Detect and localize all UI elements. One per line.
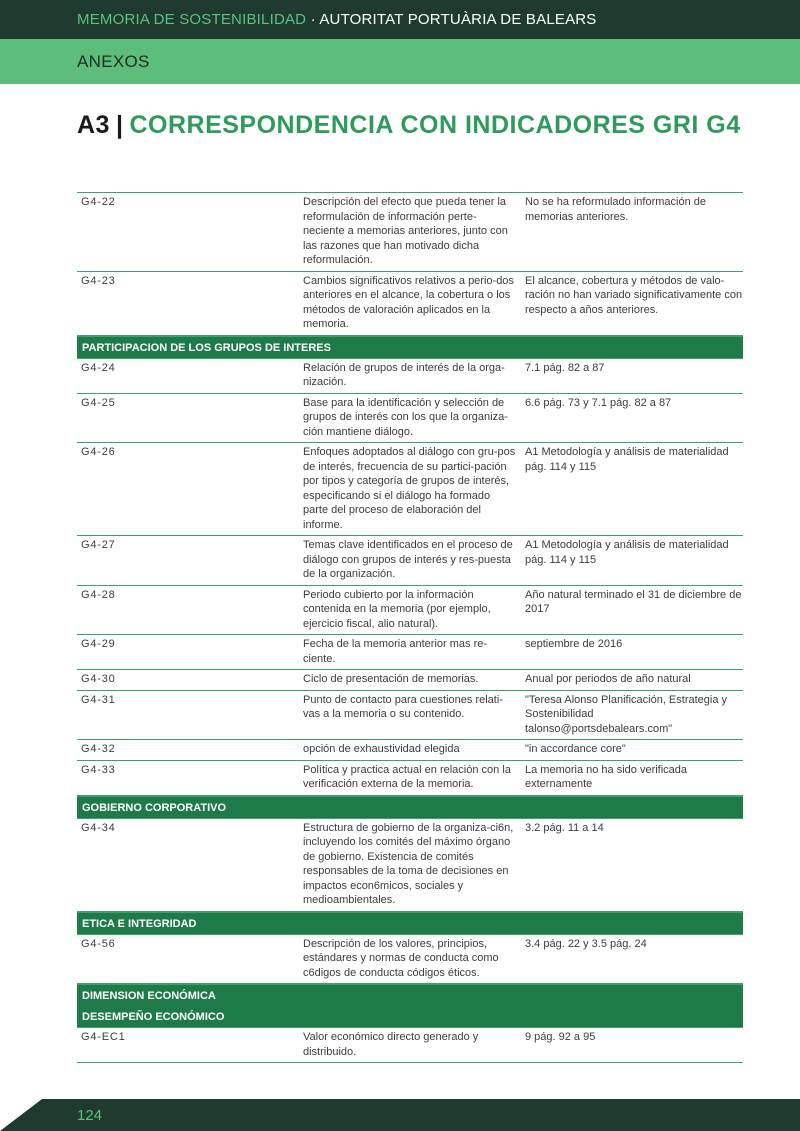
indicator-reference: No se ha reformulado información de memorias anteriores. <box>525 196 706 223</box>
indicator-description: Descripción de los valores, principios, estándares y normas de conducta como c6digos de conducta códigos éticos. <box>303 937 499 979</box>
indicator-code: G4-29 <box>81 638 116 650</box>
indicator-description: Relación de grupos de interés de la orga-nización. <box>303 361 505 388</box>
rows-group-economica <box>77 1027 743 1063</box>
rows-group-general <box>77 192 743 336</box>
title-code: A3 <box>77 111 110 139</box>
table-row <box>77 585 743 635</box>
organization-name: AUTORITAT PORTUÀRIA DE BALEARS <box>319 11 597 28</box>
indicator-code: G4-28 <box>81 588 116 601</box>
indicator-description: Enfoques adoptados al diálogo con gru-pos de interés, frecuencia de su partici-pación por tipos y categoría de grupos de interés, especificando si el diálogo ha formado parte del proceso de elaboración del informe. <box>303 446 516 531</box>
indicator-reference: 9 pág. 92 a 95 <box>525 1031 596 1043</box>
indicator-reference: A1 Metodología y análisis de materialidad pág. 114 y 115 <box>525 539 729 566</box>
table-row <box>77 271 743 336</box>
indicator-description: Estructura de gobierno de la organiza-ci6n, incluyendo los comités del máximo órgano de gobierno. Existencia de comités responsables de la toma de decisiones en impactos econ6micos, sociales y medioambientales. <box>303 821 514 906</box>
table-row <box>77 192 743 271</box>
report-name: MEMORIA DE SOSTENIBILIDAD <box>77 11 307 28</box>
title-text: CORRESPONDENCIA CON INDICADORES GRI G4 <box>129 111 741 139</box>
section-bar <box>0 39 800 84</box>
table-row <box>77 393 743 443</box>
indicator-code: G4-23 <box>81 274 116 287</box>
table-row <box>77 934 743 985</box>
title-separator: | <box>115 111 124 139</box>
indicator-reference: 3.2 pág. 11 a 14 <box>525 821 604 834</box>
section-economica-line1: DIMENSION ECONÓMICA <box>82 990 216 1002</box>
section-header-gobierno: GOBIERNO CORPORATIVO <box>77 796 743 818</box>
section-economica-line2: DESEMPEÑO ECONÓMICO <box>82 1011 225 1023</box>
table-row <box>77 669 743 690</box>
table-row <box>77 358 743 393</box>
page-number: 124 <box>77 1107 103 1124</box>
indicator-reference: septiembre de 2016 <box>525 638 623 650</box>
indicator-description: Política y practica actual en relación con la verificación externa de la memoria. <box>303 763 511 790</box>
table-row <box>77 760 743 796</box>
gri-table <box>77 192 743 1063</box>
indicator-code: G4-34 <box>81 821 116 834</box>
table-row <box>77 442 743 535</box>
indicator-code: G4-31 <box>81 693 116 706</box>
indicator-code: G4-25 <box>81 396 116 409</box>
indicator-description: Temas clave identificados en el proceso de diálogo con grupos de interés y res-puesta de la organización. <box>303 539 513 580</box>
indicator-reference: 3.4 pág. 22 y 3.5 pág. 24 <box>525 937 647 950</box>
table-row <box>77 690 743 740</box>
header-text <box>77 11 597 28</box>
footer-corner-wedge <box>0 1099 42 1131</box>
indicator-description: Punto de contacto para cuestiones relati-vas a la memoria o su contenido. <box>303 693 503 720</box>
table-row <box>77 1027 743 1063</box>
top-header-bar <box>0 0 800 39</box>
indicator-reference: 7.1 pág. 82 a 87 <box>525 361 605 374</box>
indicator-code: G4-32 <box>81 743 116 755</box>
table-row <box>77 739 743 760</box>
indicator-description: opción de exhaustividad elegida <box>303 743 460 755</box>
section-header-economica <box>77 984 743 1027</box>
page-title <box>77 111 741 140</box>
indicator-code: G4-EC1 <box>81 1031 126 1043</box>
indicator-code: G4-56 <box>81 937 116 950</box>
section-name: ANEXOS <box>77 52 150 71</box>
rows-group-etica <box>77 934 743 985</box>
indicator-code: G4-26 <box>81 446 116 458</box>
indicator-reference: "in accordance core" <box>525 743 626 755</box>
rows-group-participacion <box>77 358 743 796</box>
indicator-reference: Anual por periodos de año natural <box>525 673 691 685</box>
section-header-etica: ETICA E INTEGRIDAD <box>77 912 743 934</box>
indicator-description: Ciclo de presentación de memorias. <box>303 673 479 685</box>
indicator-reference: La memoria no ha sido verificada externamente <box>525 763 688 790</box>
indicator-reference: A1 Metodología y análisis de materialidad pág. 114 y 115 <box>525 446 729 473</box>
table-row <box>77 634 743 669</box>
indicator-code: G4-27 <box>81 539 116 551</box>
indicator-code: G4-33 <box>81 763 116 776</box>
header-separator: · <box>306 11 320 28</box>
indicator-code: G4-22 <box>81 196 116 208</box>
indicator-description: Valor económico directo generado y distribuido. <box>303 1031 479 1058</box>
section-header-participacion: PARTICIPACION DE LOS GRUPOS DE INTERES <box>77 336 743 358</box>
indicator-code: G4-24 <box>81 361 116 374</box>
indicator-description: Descripción del efecto que pueda tener la reformulación de información perte-neciente a memorias anteriores, junto con las razones que han motivado dicha reformulación. <box>303 196 508 266</box>
table-row <box>77 535 743 585</box>
indicator-description: Cambios significativos relativos a perio-dos anteriores en el alcance, la cobertura o los métodos de valoración aplicados en la memoria. <box>303 274 514 330</box>
table-row <box>77 818 743 912</box>
indicator-reference: Año natural terminado el 31 de diciembre de 2017 <box>525 588 742 615</box>
indicator-description: Fecha de la memoria anterior mas re-ciente. <box>303 638 488 665</box>
footer-bar <box>0 1099 800 1131</box>
indicator-reference: 6.6 pág. 73 y 7.1 pág. 82 a 87 <box>525 396 672 409</box>
indicator-reference: El alcance, cobertura y métodos de valo-ración no han variado significativamente con respecto a años anteriores. <box>525 274 743 316</box>
indicator-description: Base para la identificación y selección de grupos de interés con los que la organiza-ción mantiene diálogo. <box>303 396 508 438</box>
indicator-reference: "Teresa Alonso Planificación, Estrategia y Sostenibilidad talonso@portsdebalears.com" <box>525 693 728 735</box>
indicator-code: G4-30 <box>81 673 116 685</box>
rows-group-gobierno <box>77 818 743 912</box>
indicator-description: Periodo cubierto por la información contenida en la memoria (por ejemplo, ejercicio fiscal, alio natural). <box>303 588 491 630</box>
